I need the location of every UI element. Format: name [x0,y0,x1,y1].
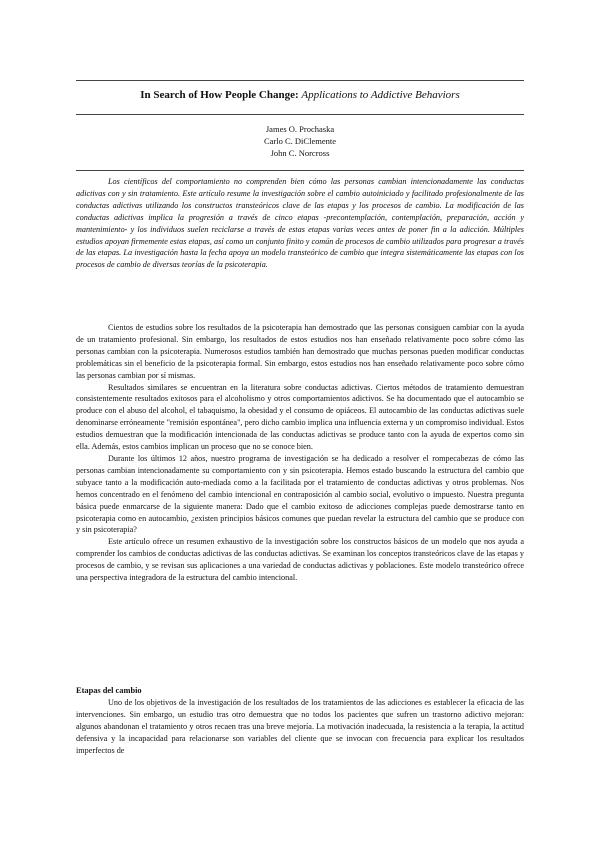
paper-title [76,88,524,102]
paragraph: Este artículo ofrece un resumen exhaustivo de la investigación sobre los constructos básicos de un modelo que nos ayuda a comprender los cambios de conductas adictivas de las conductas adictivas. Se examinan los conceptos transteóricos clave de las etapas y procesos de cambio, y se revisan sus aplicaciones a una variedad de conductas adictivas y poblaciones. Este modelo transteórico ofrece una perspectiva integradora de la estructura del cambio intencional. [76,537,524,583]
title-rule [76,114,524,115]
body-text [76,322,524,584]
section-heading: Etapas del cambio [76,686,142,695]
authors-rule [76,170,524,171]
paragraph: Durante los últimos 12 años, nuestro programa de investigación se ha dedicado a resolver el rompecabezas de cómo las personas cambian intencionadamente su comportamiento con y sin psicoterapia. Hemos estado buscando la estructura del cambio que subyace tanto a la modificación auto-mediada como a la facilitada por el tratamiento de conductas adictivas y otros problemas. Nos hemos concentrado en el fenómeno del cambio intencional en contraposición al cambio social, evolutivo o impuesto. Nuestra pregunta básica puede enmarcarse de la siguiente manera: Dado que el cambio exitoso de adicciones complejas puede demostrarse tanto en psicoterapia como en autocambio, ¿existen principios básicos comunes que puedan revelar la estructura del cambio que se produce con y sin psicoterapia? [76,453,524,535]
author-list [76,123,524,159]
author-name: John C. Norcross [270,148,330,158]
abstract: Los científicos del comportamiento no comprenden bien cómo las personas cambian intencionadamente las conductas adictivas con y sin tratamiento. Este artículo resume la investigación sobre el cambio autoiniciado y facilitado profesionalmente de las conductas adictivas utilizando los constructos transteóricos clave de las etapas y los procesos de cambio. La modificación de las conductas adictivas implica la progresión a través de cinco etapas -precontemplación, contemplación, preparación, acción y mantenimiento- y los individuos suelen reciclarse a través de estas etapas varias veces antes de poner fin a la adicción. Múltiples estudios apoyan firmemente estas etapas, así como un conjunto finito y común de procesos de cambio utilizados para progresar a través de las etapas. La investigación hasta la fecha apoya un modelo transteórico de cambio que integra sistemáticamente las etapas con los procesos de cambio de diversas teorías de la psicoterapia. [76,177,524,270]
title-main: In Search of How People Change: [140,89,299,101]
section-paragraph: Uno de los objetivos de la investigación de los resultados de los tratamientos de las adicciones es establecer la eficacia de las intervenciones. Sin embargo, un estudio tras otro demuestra que no todos los pacientes que sufren un trastorno adictivo mejoran: algunos abandonan el tratamiento y otros recaen tras una breve mejoría. La motivación inadecuada, la resistencia a la terapia, la actitud defensiva y la incapacidad para relacionarse son variables del cliente que se invocan con frecuencia para explicar los resultados imperfectos de [76,698,524,755]
paragraph: Resultados similares se encuentran en la literatura sobre conductas adictivas. Ciertos métodos de tratamiento demuestran consistentemente resultados exitosos para el alcoholismo y otros comportamientos adictivos. Se ha documentado que el autocambio se produce con el abuso del alcohol, el tabaquismo, la obesidad y el consumo de opiáceos. El autocambio de las conductas adictivas suele denominarse erróneamente "remisión espontánea", pero dicho cambio implica una influencia externa y un compromiso individual. Estos estudios demuestran que la modificación intencionada de las conductas adictivas se produce tanto con la ayuda de expertos como sin ella. Además, estos cambios implican un proceso que no se conoce bien. [76,382,524,452]
title-subtitle: Applications to Addictive Behaviors [301,89,460,101]
paragraph: Cientos de estudios sobre los resultados de la psicoterapia han demostrado que las personas consiguen cambiar con la ayuda de un tratamiento profesional. Sin embargo, los resultados de estos estudios nos han enseñado relativamente poco sobre cómo las personas cambian con la psicoterapia. Numerosos estudios también han demostrado que muchas personas pueden modificar conductas problemáticas sin el beneficio de la psicoterapia formal. Sin embargo, estos estudios nos han enseñado relativamente poco sobre cómo las personas cambian por sí mismas. [76,323,524,380]
author-name: Carlo C. DiClemente [263,136,336,146]
top-rule [76,80,524,81]
author-name: James O. Prochaska [265,124,335,134]
